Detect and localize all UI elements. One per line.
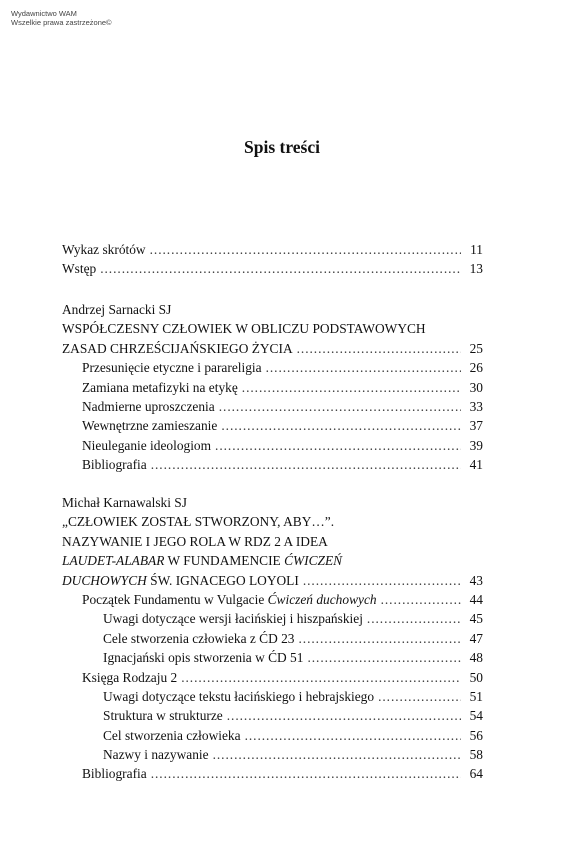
leader-dots [307, 648, 461, 667]
toc-entry[interactable] [62, 455, 483, 474]
leader-dots [219, 397, 461, 416]
section-author: Andrzej Sarnacki SJ [62, 302, 172, 317]
toc-page: 25 [469, 340, 483, 356]
toc-entry[interactable] [62, 706, 483, 725]
toc-label: Przesunięcie etyczne i parareligia [82, 360, 262, 376]
leader-dots [227, 706, 461, 725]
page-title: Spis treści [244, 137, 320, 157]
leader-dots [151, 455, 461, 474]
toc-page: 41 [469, 457, 483, 473]
toc-entry[interactable] [62, 745, 483, 764]
publisher-header [11, 9, 112, 27]
toc-page: 37 [469, 418, 483, 434]
toc-label: Cele stworzenia człowieka z ĆD 23 [103, 630, 295, 646]
section-title-line: „CZŁOWIEK ZOSTAŁ STWORZONY, ABY…”. [62, 514, 335, 530]
copyright-notice: Wszelkie prawa zastrzeżone© [11, 18, 112, 27]
leader-dots [151, 764, 461, 783]
toc-label: Cel stworzenia człowieka [103, 727, 241, 743]
toc-entry[interactable] [62, 397, 483, 416]
toc-page: 47 [469, 630, 483, 646]
title-text: ŚW. IGNACEGO LOYOLI [146, 572, 299, 588]
toc-page: 50 [469, 669, 483, 685]
section-author: Michał Karnawalski SJ [62, 495, 187, 510]
toc-page: 11 [470, 242, 483, 257]
toc-entry[interactable] [62, 726, 483, 745]
section-title-line [62, 551, 483, 570]
toc-entry[interactable] [62, 571, 483, 590]
toc-entry[interactable] [62, 416, 483, 435]
toc-entry[interactable] [62, 436, 483, 455]
leader-dots [381, 590, 461, 609]
leader-dots [221, 416, 461, 435]
toc-label: Nieuleganie ideologiom [82, 437, 212, 453]
toc-entry[interactable] [62, 590, 483, 609]
toc-label: Zamiana metafizyki na etykę [82, 379, 238, 395]
toc-page: 56 [469, 727, 483, 743]
toc-label: Wykaz skrótów [62, 242, 146, 257]
toc-label: Uwagi dotyczące tekstu łacińskiego i hebrajskiego [103, 688, 375, 704]
leader-dots [245, 726, 461, 745]
toc-label: Nadmierne uproszczenia [82, 398, 215, 414]
toc-entry[interactable] [62, 629, 483, 648]
toc-entry[interactable] [62, 378, 483, 397]
toc-page: 45 [469, 611, 483, 627]
toc-page: 51 [469, 688, 483, 704]
leader-dots [100, 259, 461, 278]
toc-page: 26 [469, 360, 483, 376]
toc-page: 39 [469, 437, 483, 453]
toc-page: 44 [469, 591, 483, 607]
toc-entry[interactable] [62, 609, 483, 628]
section-title-line: WSPÓŁCZESNY CZŁOWIEK W OBLICZU PODSTAWOWYCH [62, 321, 426, 337]
leader-dots [297, 339, 461, 358]
publisher-name: Wydawnictwo WAM [11, 9, 77, 18]
toc-label: Nazwy i nazywanie [103, 747, 209, 763]
toc-page: 13 [469, 261, 483, 277]
toc-label: Bibliografia [82, 766, 147, 782]
leader-dots [299, 629, 462, 648]
toc-label: Uwagi dotyczące wersji łacińskiej i hiszpańskiej [103, 611, 363, 627]
toc-entry[interactable] [62, 240, 483, 259]
leader-dots [378, 687, 461, 706]
toc-label: Ignacjański opis stworzenia w ĆD 51 [103, 650, 304, 666]
leader-dots [242, 378, 461, 397]
toc-label: Księga Rodzaju 2 [82, 669, 178, 685]
toc-label-italic: Ćwiczeń duchowych [267, 591, 377, 607]
toc-label: Bibliografia [82, 457, 147, 473]
toc-page: 30 [469, 379, 483, 395]
toc-label [82, 590, 377, 609]
toc-entry[interactable] [62, 259, 483, 278]
toc-entry[interactable] [62, 358, 483, 377]
leader-dots [213, 745, 461, 764]
section-title-line: NAZYWANIE I JEGO ROLA W RDZ 2 A IDEA [62, 533, 328, 549]
toc-label-text: Początek Fundamentu w Vulgacie [82, 591, 268, 607]
toc-label: Struktura w strukturze [103, 708, 223, 724]
toc-page: 48 [469, 650, 483, 666]
title-text: W FUNDAMENCIE [164, 553, 285, 569]
toc-page: 43 [469, 572, 483, 588]
toc-entry[interactable] [62, 764, 483, 783]
title-italic: LAUDET-ALABAR [62, 553, 165, 569]
leader-dots [215, 436, 461, 455]
title-italic: DUCHOWYCH [62, 572, 147, 588]
leader-dots [150, 240, 461, 259]
toc-entry[interactable] [62, 687, 483, 706]
leader-dots [303, 571, 461, 590]
toc-label: Wstęp [62, 261, 97, 277]
toc-page: 33 [469, 398, 483, 414]
title-italic: ĆWICZEŃ [284, 553, 343, 569]
toc-page: 58 [469, 747, 483, 763]
leader-dots [266, 358, 461, 377]
toc-section-1 [62, 300, 483, 475]
section-title-line: ZASAD CHRZEŚCIJAŃSKIEGO ŻYCIA [62, 340, 293, 356]
toc-entry[interactable] [62, 339, 483, 358]
toc-page: 54 [469, 708, 483, 724]
leader-dots [181, 668, 461, 687]
section-title-line [62, 571, 299, 590]
toc-entry[interactable] [62, 668, 483, 687]
toc-front [62, 240, 483, 279]
toc-label: Wewnętrzne zamieszanie [82, 418, 218, 434]
toc-page: 64 [469, 766, 483, 782]
toc-section-2 [62, 493, 483, 784]
toc-entry[interactable] [62, 648, 483, 667]
leader-dots [367, 609, 461, 628]
